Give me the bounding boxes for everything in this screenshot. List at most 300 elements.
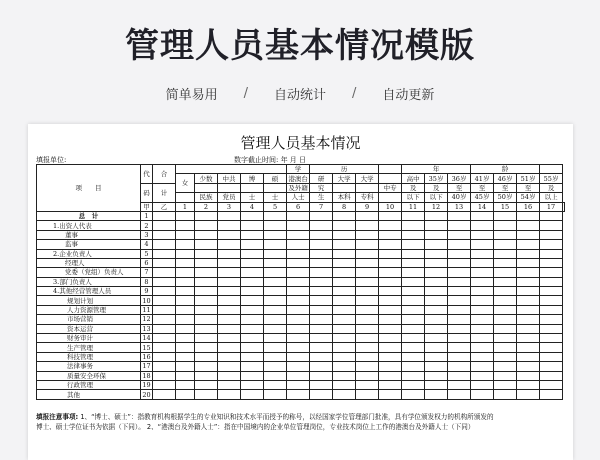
data-cell[interactable] (264, 315, 287, 324)
data-cell[interactable] (153, 324, 176, 333)
data-cell[interactable] (425, 277, 448, 286)
data-cell[interactable] (195, 371, 218, 380)
data-cell[interactable] (517, 249, 540, 258)
data-cell[interactable] (379, 371, 402, 380)
data-cell[interactable] (540, 352, 563, 361)
data-cell[interactable] (448, 249, 471, 258)
data-cell[interactable] (356, 277, 379, 286)
data-cell[interactable] (540, 324, 563, 333)
data-cell[interactable] (333, 296, 356, 305)
data-cell[interactable] (471, 221, 494, 230)
data-cell[interactable] (218, 287, 241, 296)
data-cell[interactable] (494, 362, 517, 371)
data-cell[interactable] (448, 334, 471, 343)
data-cell[interactable] (218, 315, 241, 324)
data-cell[interactable] (264, 277, 287, 286)
data-cell[interactable] (195, 249, 218, 258)
data-cell[interactable] (241, 343, 264, 352)
data-cell[interactable] (425, 315, 448, 324)
data-cell[interactable] (287, 380, 310, 389)
data-cell[interactable] (310, 380, 333, 389)
data-cell[interactable] (241, 240, 264, 249)
data-cell[interactable] (540, 305, 563, 314)
data-cell[interactable] (356, 371, 379, 380)
data-cell[interactable] (264, 334, 287, 343)
data-cell[interactable] (471, 249, 494, 258)
data-cell[interactable] (471, 334, 494, 343)
data-cell[interactable] (379, 305, 402, 314)
data-cell[interactable] (195, 268, 218, 277)
data-cell[interactable] (356, 221, 379, 230)
data-cell[interactable] (310, 296, 333, 305)
data-cell[interactable] (218, 324, 241, 333)
data-cell[interactable] (153, 249, 176, 258)
data-cell[interactable] (402, 305, 425, 314)
data-cell[interactable] (448, 296, 471, 305)
data-cell[interactable] (540, 277, 563, 286)
data-cell[interactable] (176, 371, 195, 380)
data-cell[interactable] (517, 334, 540, 343)
data-cell[interactable] (195, 258, 218, 267)
data-cell[interactable] (540, 296, 563, 305)
data-cell[interactable] (425, 258, 448, 267)
data-cell[interactable] (356, 258, 379, 267)
data-cell[interactable] (176, 240, 195, 249)
data-cell[interactable] (241, 324, 264, 333)
data-cell[interactable] (448, 287, 471, 296)
data-cell[interactable] (153, 287, 176, 296)
data-cell[interactable] (287, 277, 310, 286)
data-cell[interactable] (471, 371, 494, 380)
data-cell[interactable] (356, 390, 379, 399)
data-cell[interactable] (176, 230, 195, 239)
data-cell[interactable] (195, 380, 218, 389)
data-cell[interactable] (379, 315, 402, 324)
data-cell[interactable] (287, 324, 310, 333)
data-cell[interactable] (176, 305, 195, 314)
data-cell[interactable] (517, 343, 540, 352)
data-cell[interactable] (218, 352, 241, 361)
data-cell[interactable] (241, 352, 264, 361)
data-cell[interactable] (176, 343, 195, 352)
data-cell[interactable] (264, 305, 287, 314)
data-cell[interactable] (540, 268, 563, 277)
data-cell[interactable] (494, 352, 517, 361)
data-cell[interactable] (195, 277, 218, 286)
data-cell[interactable] (195, 287, 218, 296)
data-cell[interactable] (176, 362, 195, 371)
data-cell[interactable] (471, 343, 494, 352)
data-cell[interactable] (241, 287, 264, 296)
data-cell[interactable] (153, 258, 176, 267)
data-cell[interactable] (356, 305, 379, 314)
data-cell[interactable] (176, 315, 195, 324)
data-cell[interactable] (540, 230, 563, 239)
data-cell[interactable] (264, 268, 287, 277)
data-cell[interactable] (195, 305, 218, 314)
data-cell[interactable] (517, 324, 540, 333)
data-cell[interactable] (402, 380, 425, 389)
data-cell[interactable] (195, 230, 218, 239)
data-cell[interactable] (448, 240, 471, 249)
data-cell[interactable] (540, 390, 563, 399)
data-cell[interactable] (153, 334, 176, 343)
data-cell[interactable] (264, 287, 287, 296)
data-cell[interactable] (494, 258, 517, 267)
data-cell[interactable] (287, 221, 310, 230)
data-cell[interactable] (287, 352, 310, 361)
data-cell[interactable] (287, 371, 310, 380)
data-cell[interactable] (333, 277, 356, 286)
data-cell[interactable] (494, 315, 517, 324)
data-cell[interactable] (264, 362, 287, 371)
data-cell[interactable] (287, 334, 310, 343)
data-cell[interactable] (176, 221, 195, 230)
data-cell[interactable] (241, 277, 264, 286)
data-cell[interactable] (402, 268, 425, 277)
data-cell[interactable] (176, 380, 195, 389)
data-cell[interactable] (471, 362, 494, 371)
data-cell[interactable] (333, 343, 356, 352)
data-cell[interactable] (310, 230, 333, 239)
data-cell[interactable] (379, 211, 402, 220)
data-cell[interactable] (448, 221, 471, 230)
data-cell[interactable] (218, 362, 241, 371)
data-cell[interactable] (241, 305, 264, 314)
data-cell[interactable] (195, 390, 218, 399)
data-cell[interactable] (540, 371, 563, 380)
data-cell[interactable] (264, 352, 287, 361)
data-cell[interactable] (195, 240, 218, 249)
data-cell[interactable] (425, 249, 448, 258)
data-cell[interactable] (494, 380, 517, 389)
data-cell[interactable] (471, 287, 494, 296)
data-cell[interactable] (402, 371, 425, 380)
data-cell[interactable] (264, 296, 287, 305)
data-cell[interactable] (379, 352, 402, 361)
data-cell[interactable] (356, 334, 379, 343)
data-cell[interactable] (310, 277, 333, 286)
data-cell[interactable] (425, 230, 448, 239)
data-cell[interactable] (264, 221, 287, 230)
data-cell[interactable] (379, 334, 402, 343)
data-cell[interactable] (379, 258, 402, 267)
data-cell[interactable] (195, 362, 218, 371)
data-cell[interactable] (310, 334, 333, 343)
data-cell[interactable] (517, 390, 540, 399)
data-cell[interactable] (356, 240, 379, 249)
data-cell[interactable] (402, 258, 425, 267)
data-cell[interactable] (402, 315, 425, 324)
data-cell[interactable] (310, 390, 333, 399)
data-cell[interactable] (356, 230, 379, 239)
data-cell[interactable] (310, 305, 333, 314)
data-cell[interactable] (448, 268, 471, 277)
data-cell[interactable] (471, 324, 494, 333)
data-cell[interactable] (153, 362, 176, 371)
data-cell[interactable] (310, 343, 333, 352)
data-cell[interactable] (264, 343, 287, 352)
data-cell[interactable] (153, 296, 176, 305)
data-cell[interactable] (333, 211, 356, 220)
data-cell[interactable] (218, 240, 241, 249)
data-cell[interactable] (471, 211, 494, 220)
data-cell[interactable] (540, 287, 563, 296)
data-cell[interactable] (310, 362, 333, 371)
data-cell[interactable] (448, 324, 471, 333)
data-cell[interactable] (356, 287, 379, 296)
data-cell[interactable] (310, 371, 333, 380)
data-cell[interactable] (333, 315, 356, 324)
data-cell[interactable] (379, 240, 402, 249)
data-cell[interactable] (153, 305, 176, 314)
data-cell[interactable] (494, 296, 517, 305)
data-cell[interactable] (218, 277, 241, 286)
data-cell[interactable] (356, 352, 379, 361)
data-cell[interactable] (540, 334, 563, 343)
data-cell[interactable] (517, 277, 540, 286)
data-cell[interactable] (176, 277, 195, 286)
data-cell[interactable] (425, 334, 448, 343)
data-cell[interactable] (379, 380, 402, 389)
data-cell[interactable] (153, 268, 176, 277)
data-cell[interactable] (402, 362, 425, 371)
data-cell[interactable] (402, 352, 425, 361)
data-cell[interactable] (195, 211, 218, 220)
data-cell[interactable] (540, 240, 563, 249)
data-cell[interactable] (218, 258, 241, 267)
data-cell[interactable] (218, 268, 241, 277)
data-cell[interactable] (153, 230, 176, 239)
data-cell[interactable] (218, 211, 241, 220)
data-cell[interactable] (218, 230, 241, 239)
data-cell[interactable] (310, 324, 333, 333)
data-cell[interactable] (333, 305, 356, 314)
data-cell[interactable] (540, 221, 563, 230)
data-cell[interactable] (471, 305, 494, 314)
data-cell[interactable] (310, 287, 333, 296)
data-cell[interactable] (517, 240, 540, 249)
data-cell[interactable] (241, 249, 264, 258)
data-cell[interactable] (494, 211, 517, 220)
data-cell[interactable] (264, 230, 287, 239)
data-cell[interactable] (218, 343, 241, 352)
data-cell[interactable] (494, 221, 517, 230)
data-cell[interactable] (153, 352, 176, 361)
data-cell[interactable] (241, 315, 264, 324)
data-cell[interactable] (448, 211, 471, 220)
data-cell[interactable] (241, 230, 264, 239)
data-cell[interactable] (448, 371, 471, 380)
data-cell[interactable] (153, 211, 176, 220)
data-cell[interactable] (425, 240, 448, 249)
data-cell[interactable] (540, 362, 563, 371)
data-cell[interactable] (241, 221, 264, 230)
data-cell[interactable] (218, 221, 241, 230)
data-cell[interactable] (241, 268, 264, 277)
data-cell[interactable] (517, 268, 540, 277)
data-cell[interactable] (425, 221, 448, 230)
data-cell[interactable] (471, 277, 494, 286)
data-cell[interactable] (218, 380, 241, 389)
data-cell[interactable] (264, 240, 287, 249)
data-cell[interactable] (402, 343, 425, 352)
data-cell[interactable] (310, 315, 333, 324)
data-cell[interactable] (264, 324, 287, 333)
data-cell[interactable] (333, 249, 356, 258)
data-cell[interactable] (176, 352, 195, 361)
data-cell[interactable] (402, 221, 425, 230)
data-cell[interactable] (287, 315, 310, 324)
data-cell[interactable] (356, 211, 379, 220)
data-cell[interactable] (153, 380, 176, 389)
data-cell[interactable] (356, 268, 379, 277)
data-cell[interactable] (153, 343, 176, 352)
data-cell[interactable] (517, 221, 540, 230)
data-cell[interactable] (195, 334, 218, 343)
data-cell[interactable] (471, 268, 494, 277)
data-cell[interactable] (176, 258, 195, 267)
data-cell[interactable] (517, 211, 540, 220)
data-cell[interactable] (494, 277, 517, 286)
data-cell[interactable] (287, 305, 310, 314)
data-cell[interactable] (356, 343, 379, 352)
data-cell[interactable] (264, 380, 287, 389)
data-cell[interactable] (153, 221, 176, 230)
data-cell[interactable] (425, 287, 448, 296)
data-cell[interactable] (195, 352, 218, 361)
data-cell[interactable] (540, 249, 563, 258)
data-cell[interactable] (540, 343, 563, 352)
data-cell[interactable] (195, 324, 218, 333)
data-cell[interactable] (264, 249, 287, 258)
data-cell[interactable] (195, 343, 218, 352)
data-cell[interactable] (379, 249, 402, 258)
data-cell[interactable] (356, 249, 379, 258)
data-cell[interactable] (195, 296, 218, 305)
data-cell[interactable] (310, 211, 333, 220)
data-cell[interactable] (425, 211, 448, 220)
data-cell[interactable] (517, 296, 540, 305)
data-cell[interactable] (517, 305, 540, 314)
data-cell[interactable] (241, 371, 264, 380)
data-cell[interactable] (333, 334, 356, 343)
data-cell[interactable] (471, 380, 494, 389)
data-cell[interactable] (356, 362, 379, 371)
data-cell[interactable] (176, 287, 195, 296)
data-cell[interactable] (494, 324, 517, 333)
data-cell[interactable] (471, 315, 494, 324)
data-cell[interactable] (218, 334, 241, 343)
data-cell[interactable] (310, 221, 333, 230)
data-cell[interactable] (287, 268, 310, 277)
data-cell[interactable] (494, 343, 517, 352)
data-cell[interactable] (241, 211, 264, 220)
data-cell[interactable] (448, 230, 471, 239)
data-cell[interactable] (402, 296, 425, 305)
data-cell[interactable] (176, 324, 195, 333)
data-cell[interactable] (448, 343, 471, 352)
data-cell[interactable] (494, 230, 517, 239)
data-cell[interactable] (448, 380, 471, 389)
data-cell[interactable] (153, 240, 176, 249)
data-cell[interactable] (540, 211, 563, 220)
data-cell[interactable] (425, 352, 448, 361)
data-cell[interactable] (517, 362, 540, 371)
data-cell[interactable] (241, 362, 264, 371)
data-cell[interactable] (425, 390, 448, 399)
data-cell[interactable] (153, 315, 176, 324)
data-cell[interactable] (176, 249, 195, 258)
data-cell[interactable] (540, 258, 563, 267)
data-cell[interactable] (448, 352, 471, 361)
data-cell[interactable] (241, 296, 264, 305)
data-cell[interactable] (517, 287, 540, 296)
data-cell[interactable] (540, 315, 563, 324)
data-cell[interactable] (425, 305, 448, 314)
data-cell[interactable] (448, 362, 471, 371)
data-cell[interactable] (379, 230, 402, 239)
data-cell[interactable] (494, 240, 517, 249)
data-cell[interactable] (333, 380, 356, 389)
data-cell[interactable] (310, 240, 333, 249)
data-cell[interactable] (402, 230, 425, 239)
data-cell[interactable] (333, 221, 356, 230)
data-cell[interactable] (287, 343, 310, 352)
data-cell[interactable] (494, 390, 517, 399)
data-cell[interactable] (471, 390, 494, 399)
data-cell[interactable] (287, 230, 310, 239)
data-cell[interactable] (241, 380, 264, 389)
data-cell[interactable] (176, 334, 195, 343)
data-cell[interactable] (517, 258, 540, 267)
data-cell[interactable] (379, 268, 402, 277)
data-cell[interactable] (153, 277, 176, 286)
data-cell[interactable] (471, 240, 494, 249)
data-cell[interactable] (402, 240, 425, 249)
data-cell[interactable] (517, 230, 540, 239)
data-cell[interactable] (356, 315, 379, 324)
data-cell[interactable] (425, 296, 448, 305)
data-cell[interactable] (287, 287, 310, 296)
data-cell[interactable] (425, 380, 448, 389)
data-cell[interactable] (333, 258, 356, 267)
data-cell[interactable] (195, 221, 218, 230)
data-cell[interactable] (379, 277, 402, 286)
data-cell[interactable] (379, 390, 402, 399)
data-cell[interactable] (333, 287, 356, 296)
data-cell[interactable] (494, 249, 517, 258)
data-cell[interactable] (310, 352, 333, 361)
data-cell[interactable] (264, 371, 287, 380)
data-cell[interactable] (218, 305, 241, 314)
data-cell[interactable] (356, 324, 379, 333)
data-cell[interactable] (379, 324, 402, 333)
data-cell[interactable] (448, 258, 471, 267)
data-cell[interactable] (402, 211, 425, 220)
data-cell[interactable] (540, 380, 563, 389)
data-cell[interactable] (494, 287, 517, 296)
data-cell[interactable] (379, 221, 402, 230)
data-cell[interactable] (494, 268, 517, 277)
data-cell[interactable] (310, 268, 333, 277)
data-cell[interactable] (402, 277, 425, 286)
data-cell[interactable] (218, 371, 241, 380)
data-cell[interactable] (333, 362, 356, 371)
data-cell[interactable] (379, 343, 402, 352)
data-cell[interactable] (287, 258, 310, 267)
data-cell[interactable] (517, 380, 540, 389)
